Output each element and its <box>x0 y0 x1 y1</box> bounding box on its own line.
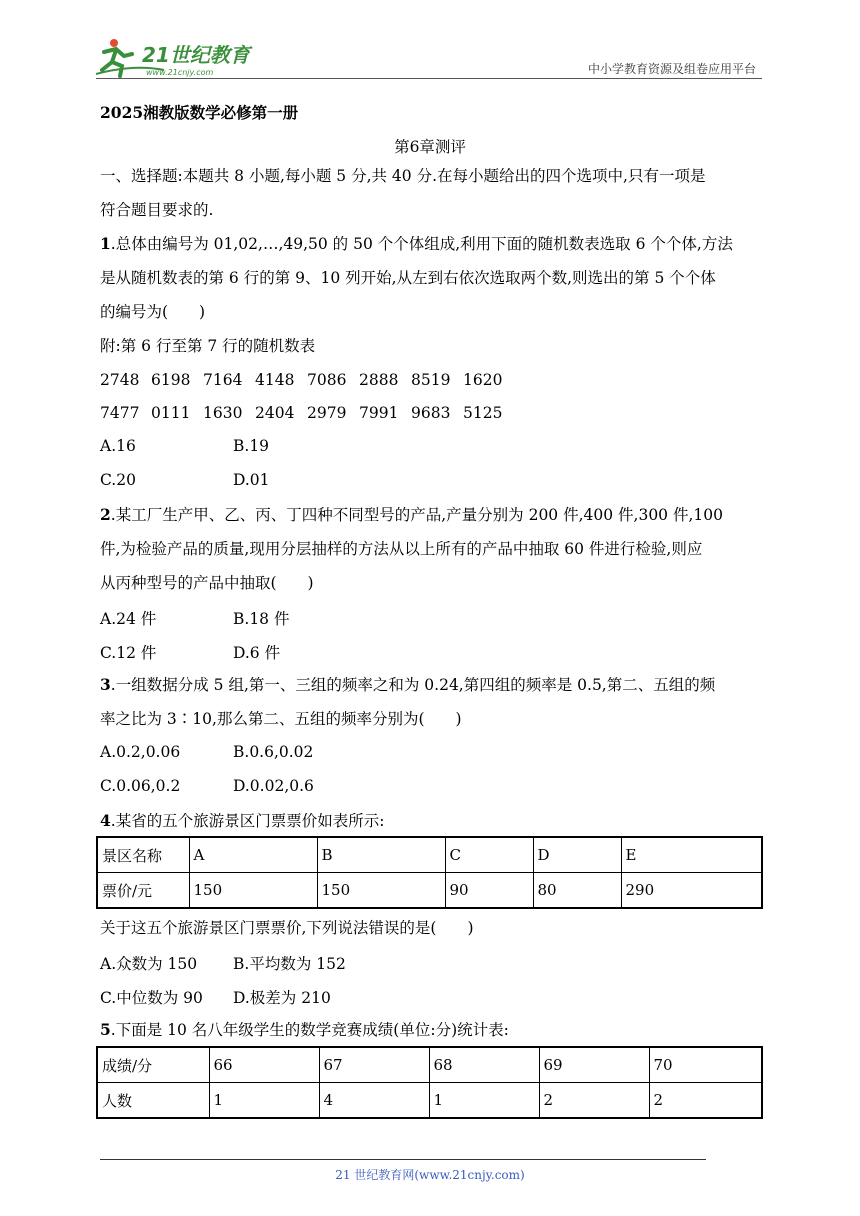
table-cell: 1 <box>209 1083 319 1119</box>
table-cell: 人数 <box>97 1083 209 1119</box>
table-cell: A <box>189 837 317 873</box>
q5-line-1 <box>100 1020 509 1040</box>
header-platform-text: 中小学教育资源及组卷应用平台 <box>587 62 756 76</box>
table-cell: 290 <box>621 873 762 909</box>
table-cell: 68 <box>429 1047 539 1083</box>
table-cell: 1 <box>429 1083 539 1119</box>
section-instruction-2: 符合题目要求的. <box>100 201 214 219</box>
rand-cell: 7164 <box>203 371 243 389</box>
table-cell: E <box>621 837 762 873</box>
table-row <box>97 837 762 873</box>
rand-cell: 2404 <box>255 404 295 422</box>
score-table <box>96 1046 763 1119</box>
q2-option-a: A.24 件 <box>100 610 157 628</box>
q1-option-b: B.19 <box>233 437 270 455</box>
table-cell: 成绩/分 <box>97 1047 209 1083</box>
table-cell: 90 <box>445 873 533 909</box>
table-row <box>97 1047 762 1083</box>
table-cell: 70 <box>649 1047 762 1083</box>
table-cell: C <box>445 837 533 873</box>
table-cell: 2 <box>649 1083 762 1119</box>
table-cell: D <box>533 837 621 873</box>
q1-option-a: A.16 <box>100 437 136 455</box>
rand-cell: 7086 <box>307 371 347 389</box>
chapter-title: 第6章测评 <box>394 138 466 156</box>
table-cell: 67 <box>319 1047 429 1083</box>
section-instruction-1: 一、选择题:本题共 8 小题,每小题 5 分,共 40 分.在每小题给出的四个选项中,只有一项是 <box>100 167 706 185</box>
logo-url: www.21cnjy.com <box>146 68 214 77</box>
rand-cell: 8519 <box>411 371 451 389</box>
q4-option-d: D.极差为 210 <box>233 989 331 1007</box>
q3-option-c: C.0.06,0.2 <box>100 777 181 795</box>
rand-cell: 1620 <box>463 371 503 389</box>
header-divider <box>96 78 762 79</box>
q5-number: 5 <box>100 1020 111 1039</box>
ticket-price-table <box>96 836 763 909</box>
q1-line-2: 是从随机数表的第 6 行的第 9、10 列开始,从左到右依次选取两个数,则选出的第 5 个个体 <box>100 269 716 287</box>
q1-option-c: C.20 <box>100 471 136 489</box>
q3-option-d: D.0.02,0.6 <box>233 777 314 795</box>
rand-cell: 7477 <box>100 404 140 422</box>
q1-option-d: D.01 <box>233 471 270 489</box>
q3-option-a: A.0.2,0.06 <box>100 743 181 761</box>
q2-line-3: 从丙种型号的产品中抽取( ) <box>100 574 314 592</box>
rand-cell: 6198 <box>151 371 191 389</box>
rand-cell: 0111 <box>151 404 191 422</box>
table-cell: 4 <box>319 1083 429 1119</box>
q2-line-2: 件,为检验产品的质量,现用分层抽样的方法从以上所有的产品中抽取 60 件进行检验,则应 <box>100 540 703 558</box>
rand-cell: 2979 <box>307 404 347 422</box>
table-cell: 2 <box>539 1083 649 1119</box>
table-cell: B <box>317 837 445 873</box>
q1-line-1 <box>100 234 733 254</box>
q2-text-1: .某工厂生产甲、乙、丙、丁四种不同型号的产品,产量分别为 200 件,400 件,300 件,100 <box>110 506 723 524</box>
q1-line-3: 的编号为( ) <box>100 303 206 321</box>
table-row <box>97 1083 762 1119</box>
table-cell: 80 <box>533 873 621 909</box>
rand-cell: 2888 <box>359 371 399 389</box>
table-cell: 景区名称 <box>97 837 189 873</box>
q4-text-1: .某省的五个旅游景区门票票价如表所示: <box>110 812 385 830</box>
q2-option-d: D.6 件 <box>233 644 281 662</box>
q2-line-1 <box>100 505 723 525</box>
q3-line-1 <box>100 675 715 695</box>
table-cell: 150 <box>189 873 317 909</box>
q3-line-2: 率之比为 3∶10,那么第二、五组的频率分别为( ) <box>100 710 462 728</box>
rand-cell: 4148 <box>255 371 295 389</box>
table-row <box>97 873 762 909</box>
q1-number: 1 <box>100 234 111 253</box>
q4-option-c: C.中位数为 90 <box>100 989 203 1007</box>
rand-cell: 5125 <box>463 404 503 422</box>
q1-text-1: .总体由编号为 01,02,…,49,50 的 50 个个体组成,利用下面的随机数表选取 6 个个体,方法 <box>110 235 733 253</box>
q3-option-b: B.0.6,0.02 <box>233 743 314 761</box>
rand-cell: 1630 <box>203 404 243 422</box>
table-cell: 票价/元 <box>97 873 189 909</box>
rand-cell: 2748 <box>100 371 140 389</box>
rand-cell: 9683 <box>411 404 451 422</box>
logo <box>94 34 264 80</box>
q3-number: 3 <box>100 675 111 694</box>
q5-text-1: .下面是 10 名八年级学生的数学竞赛成绩(单位:分)统计表: <box>110 1021 509 1039</box>
q4-option-b: B.平均数为 152 <box>233 955 346 973</box>
footer-link[interactable]: 21 世纪教育网(www.21cnjy.com) <box>335 1168 525 1182</box>
q2-number: 2 <box>100 505 111 524</box>
q2-option-c: C.12 件 <box>100 644 157 662</box>
table-cell: 66 <box>209 1047 319 1083</box>
q4-line-2: 关于这五个旅游景区门票票价,下列说法错误的是( ) <box>100 919 474 937</box>
q2-option-b: B.18 件 <box>233 610 290 628</box>
logo-text: 21世纪教育 <box>142 43 250 67</box>
footer-divider <box>100 1159 706 1160</box>
q4-option-a: A.众数为 150 <box>100 955 198 973</box>
q3-text-1: .一组数据分成 5 组,第一、三组的频率之和为 0.24,第四组的频率是 0.5,第二、五组的频 <box>110 676 716 694</box>
table-cell: 69 <box>539 1047 649 1083</box>
rand-cell: 7991 <box>359 404 399 422</box>
q4-line-1 <box>100 811 384 831</box>
q1-note: 附:第 6 行至第 7 行的随机数表 <box>100 337 316 355</box>
table-cell: 150 <box>317 873 445 909</box>
book-title: 2025湘教版数学必修第一册 <box>100 103 299 122</box>
q4-number: 4 <box>100 811 111 830</box>
